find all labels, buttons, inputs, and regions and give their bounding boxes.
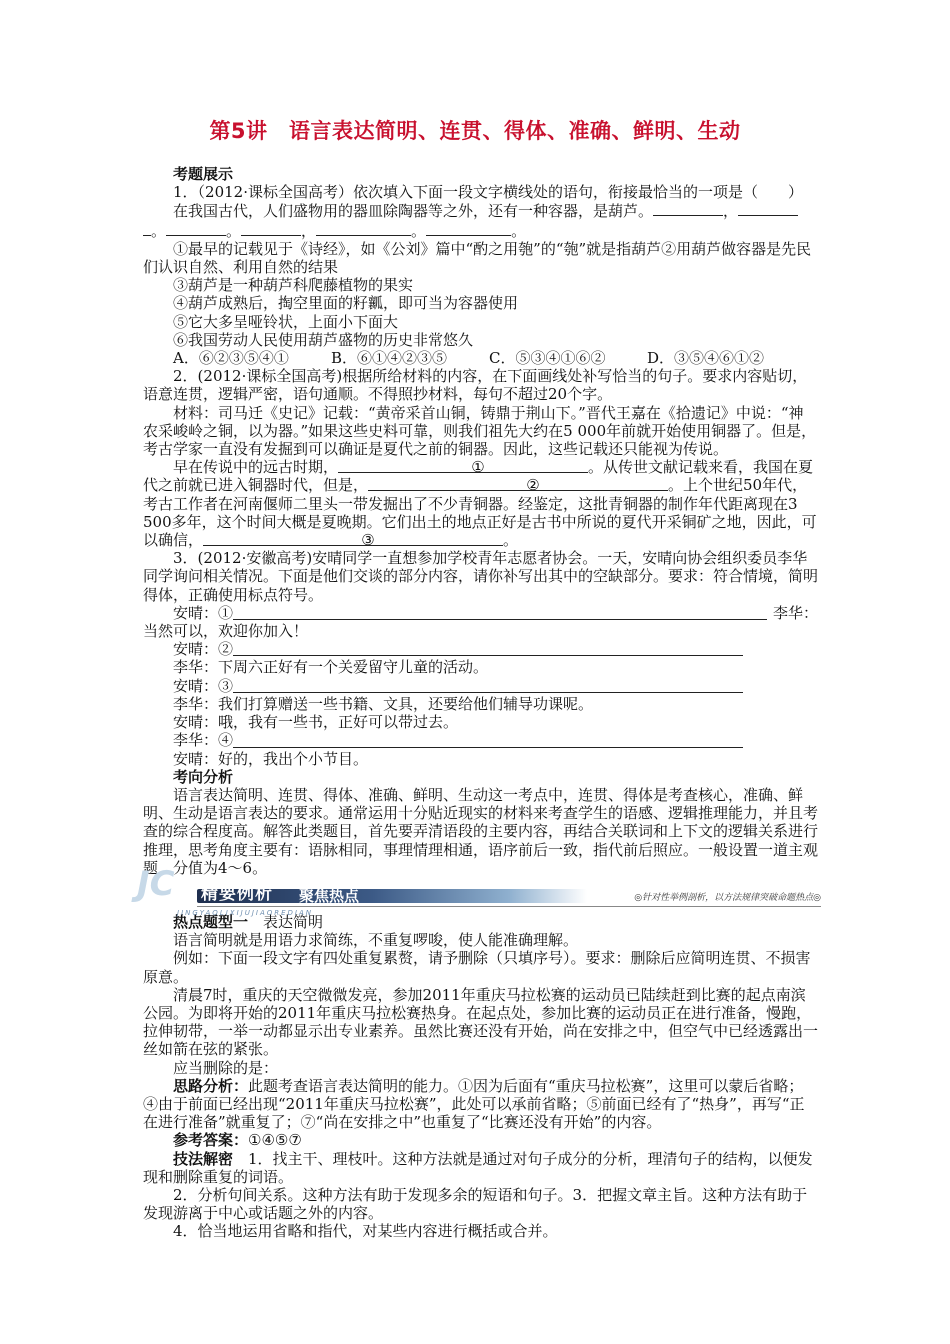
q1-option-a[interactable]: A．⑥②③⑤④① [173, 349, 289, 368]
q1-passage: 在我国古代，人们盛物用的器皿除陶器等之外，还有一种容器，是葫芦。 ， 。 。 ， 。 。 [143, 201, 818, 239]
q3-answer-line-4[interactable] [233, 732, 743, 748]
q1-stem: 1．（2012·课标全国高考）依次填入下面一段文字横线处的语句，衔接最恰当的一项是（ ） [173, 183, 803, 202]
q3-dialog-2 [143, 640, 743, 658]
lesson-title: 第5讲 语言表达简明、连贯、得体、准确、鲜明、生动 [209, 119, 741, 143]
q2-text-3: 。上个世纪50年代，考古工作者在河南偃师二里头一带发掘出了不少青铜器。经鉴定，这批青铜器的制作年代距离现在3 500多年，这个时间大概是夏晚期。它们出土的地点正好是古书中所说的夏代开采铜矿之地，因此，可以确信， [143, 476, 817, 550]
q1-blank-6[interactable] [426, 221, 511, 236]
q1-blank-3[interactable] [166, 221, 226, 236]
q1-item: ⑥我国劳动人民使用葫芦盛物的历史非常悠久 [173, 330, 474, 349]
q1-item: ③葫芦是一种葫芦科爬藤植物的果实 [173, 276, 414, 295]
q2-text-4: 。 [503, 531, 519, 550]
q1-blank-4[interactable] [241, 221, 301, 236]
section-heading-analysis: 考向分析 [173, 767, 234, 786]
q3-dialog-1b: 当然可以，欢迎你加入！ [143, 622, 309, 641]
q1-item: ①最早的记载见于《诗经》，如《公刘》篇中“酌之用匏”的“匏”就是指葫芦②用葫芦做容器是先民们认识自然、利用自然的结果 [143, 239, 812, 277]
technique-text-1: 1．找主干、理枝叶。这种方法就是通过对句子成分的分析，理清句子的结构，以便发现和删除重复的词语。 [143, 1149, 813, 1186]
q3-speaker-line: 李华：④ [173, 731, 234, 750]
q1-blank-2b [143, 221, 151, 236]
q3-stem: 3．(2012·安徽高考)安晴同学一直想参加学校青年志愿者协会。一天，安晴向协会组织委员李华同学询问相关情况。下面是他们交谈的部分内容，请你补写出其中的空缺部分。要求：符合情境，简明得体，正确使用标点符号。 [143, 549, 819, 604]
banner-focus-title: 聚焦热点 [299, 886, 360, 905]
q2-stem: 2．(2012·课标全国高考)根据所给材料的内容，在下面画线处补写恰当的句子。要求内容贴切，语意连贯，逻辑严密，语句通顺。不得照抄材料，每句不超过20个字。 [143, 367, 808, 404]
think-label: 思路分析： [173, 1076, 249, 1095]
technique-1 [143, 1150, 818, 1186]
q1-blank-1[interactable] [653, 201, 723, 216]
q2-blank-2[interactable]: ② [368, 476, 668, 491]
hot-topic-name: 表达简明 [263, 912, 324, 931]
example-ask: 应当删除的是： [173, 1058, 279, 1077]
q1-option-b[interactable]: B．⑥①④②③⑤ [331, 349, 448, 368]
think-text: 此题考查语言表达简明的能力。①因为后面有“重庆马拉松赛”，这里可以蒙后省略；④由于前面已经出现“2011年重庆马拉松赛”，此处可以承前省略；⑤前面已经有了“热身”，再写“正在进行准备”就重复了；⑦“尚在安排之中”也重复了“比赛还没有开始”的内容。 [143, 1076, 805, 1132]
q2-material: 材料：司马迁《史记》记载：“黄帝采首山铜，铸鼎于荆山下。”晋代王嘉在《拾遗记》中说：“神农采峻岭之铜，以为器。”如果这些史料可靠，则我们祖先大约在5 000年前就开始使用铜器了。但是，考古学家一直没有发掘到可以确证是夏代之前的铜器。因此，这些记载还只能视为传说。 [143, 403, 817, 459]
answer-text: ①④⑤⑦ [248, 1131, 302, 1150]
q1-item: ⑤它大多呈哑铃状，上面小下面大 [173, 312, 399, 331]
q3-dialog-5: 李华：我们打算赠送一些书籍、文具，还要给他们辅导功课呢。 [173, 694, 594, 713]
answer-label: 参考答案： [173, 1131, 249, 1150]
q3-answer-line-2[interactable] [233, 640, 743, 656]
reference-answer [143, 1131, 818, 1149]
q1-item: ④葫芦成熟后，掏空里面的籽瓤，即可当为容器使用 [173, 294, 519, 313]
example-passage: 清晨7时，重庆的天空微微发亮，参加2011年重庆马拉松赛的运动员已陆续赶到比赛的起点南滨公园。为即将开始的2011年重庆马拉松赛热身。在起点处，参加比赛的运动员正在进行准备，慢跑，拉伸韧带，一举一动都显示出专业素养。虽然比赛还没有开始，尚在安排之中，但空气中已经透露出一丝如箭在弦的紧张。 [143, 985, 819, 1059]
think-analysis [143, 1077, 818, 1132]
q2-text-1: 早在传说中的远古时期， [173, 458, 339, 477]
q3-dialog-7 [143, 731, 743, 749]
content-body [137, 165, 821, 1241]
q3-dialog-4 [143, 677, 743, 695]
section-heading-exam: 考题展示 [173, 165, 234, 183]
banner-pinyin: JINGYAOLIXIJUJIAOREDIAN [177, 908, 314, 917]
q3-answer-line-3[interactable] [233, 677, 743, 693]
q2-text-2: 。从传世文献记载来看，我国在夏代之前就已进入铜器时代，但是， [143, 458, 814, 495]
q3-speaker-line: 李华： [772, 603, 818, 622]
hot-topic-label: 热点题型一 [173, 912, 249, 931]
q3-dialog-8: 安晴：好的，我出个小节目。 [173, 749, 369, 768]
banner-main-title: 精要例析 [201, 883, 273, 904]
q3-speaker-line: 安晴：① [173, 603, 234, 622]
q3-dialog-6: 安晴：哦，我有一些书，正好可以带过去。 [173, 713, 459, 732]
q1-option-c[interactable]: C．⑤③④①⑥② [489, 349, 606, 368]
banner-rule [197, 906, 821, 907]
q1-blank-2[interactable] [738, 201, 798, 216]
q3-dialog-3: 李华：下周六正好有一个关爱留守儿童的活动。 [173, 658, 489, 677]
q2-fill-paragraph [143, 458, 818, 549]
q2-blank-3[interactable]: ③ [203, 531, 503, 546]
banner-tagline: ◎针对性举例剖析，以方法规律突破命题热点◎ [634, 892, 821, 903]
analysis-paragraph: 语言表达简明、连贯、得体、准确、鲜明、生动这一考点中，连贯、得体是考查核心，准确、鲜明、生动是语言表达的要求。通常运用十分贴近现实的材料来考查学生的语感、逻辑推理能力，并且考查的综合程度高。解答此类题目，首先要弄清语段的主要内容，再结合关联词和上下文的逻辑关系进行推理，思考角度主要有：语脉相同，事理情理相通，语序前后一致，指代前后照应。一般设置一道主观题，分值为4～6。 [143, 785, 819, 877]
hot-topic-definition: 语言简明就是用语力求简练，不重复啰唆，使人能准确理解。 [173, 931, 579, 950]
technique-2: 2．分析句间关系。这种方法有助于发现多余的短语和句子。3．把握文章主旨。这种方法有助于发现游离于中心或话题之外的内容。 [143, 1185, 808, 1223]
q3-speaker-line: 安晴：② [173, 640, 234, 659]
q1-options [143, 349, 818, 367]
q3-speaker-line: 安晴：③ [173, 676, 234, 695]
q1-blank-5[interactable] [316, 221, 411, 236]
q1-option-d[interactable]: D．③⑤④⑥①② [647, 349, 765, 368]
section-banner [137, 863, 821, 917]
technique-label: 技法解密 [173, 1149, 234, 1168]
technique-3: 4．恰当地运用省略和指代，对某些内容进行概括或合并。 [173, 1222, 558, 1241]
example-prompt: 例如：下面一段文字有四处重复累赘，请予删除（只填序号）。要求：删除后应简明连贯、不损害原意。 [143, 949, 811, 986]
q3-answer-line-1[interactable] [233, 604, 767, 620]
banner-logo: JC [137, 863, 175, 904]
q2-blank-1[interactable]: ① [338, 458, 588, 473]
q3-dialog-1 [143, 604, 818, 622]
q1-passage-text: 在我国古代，人们盛物用的器皿除陶器等之外，还有一种容器，是葫芦。 [173, 202, 654, 221]
